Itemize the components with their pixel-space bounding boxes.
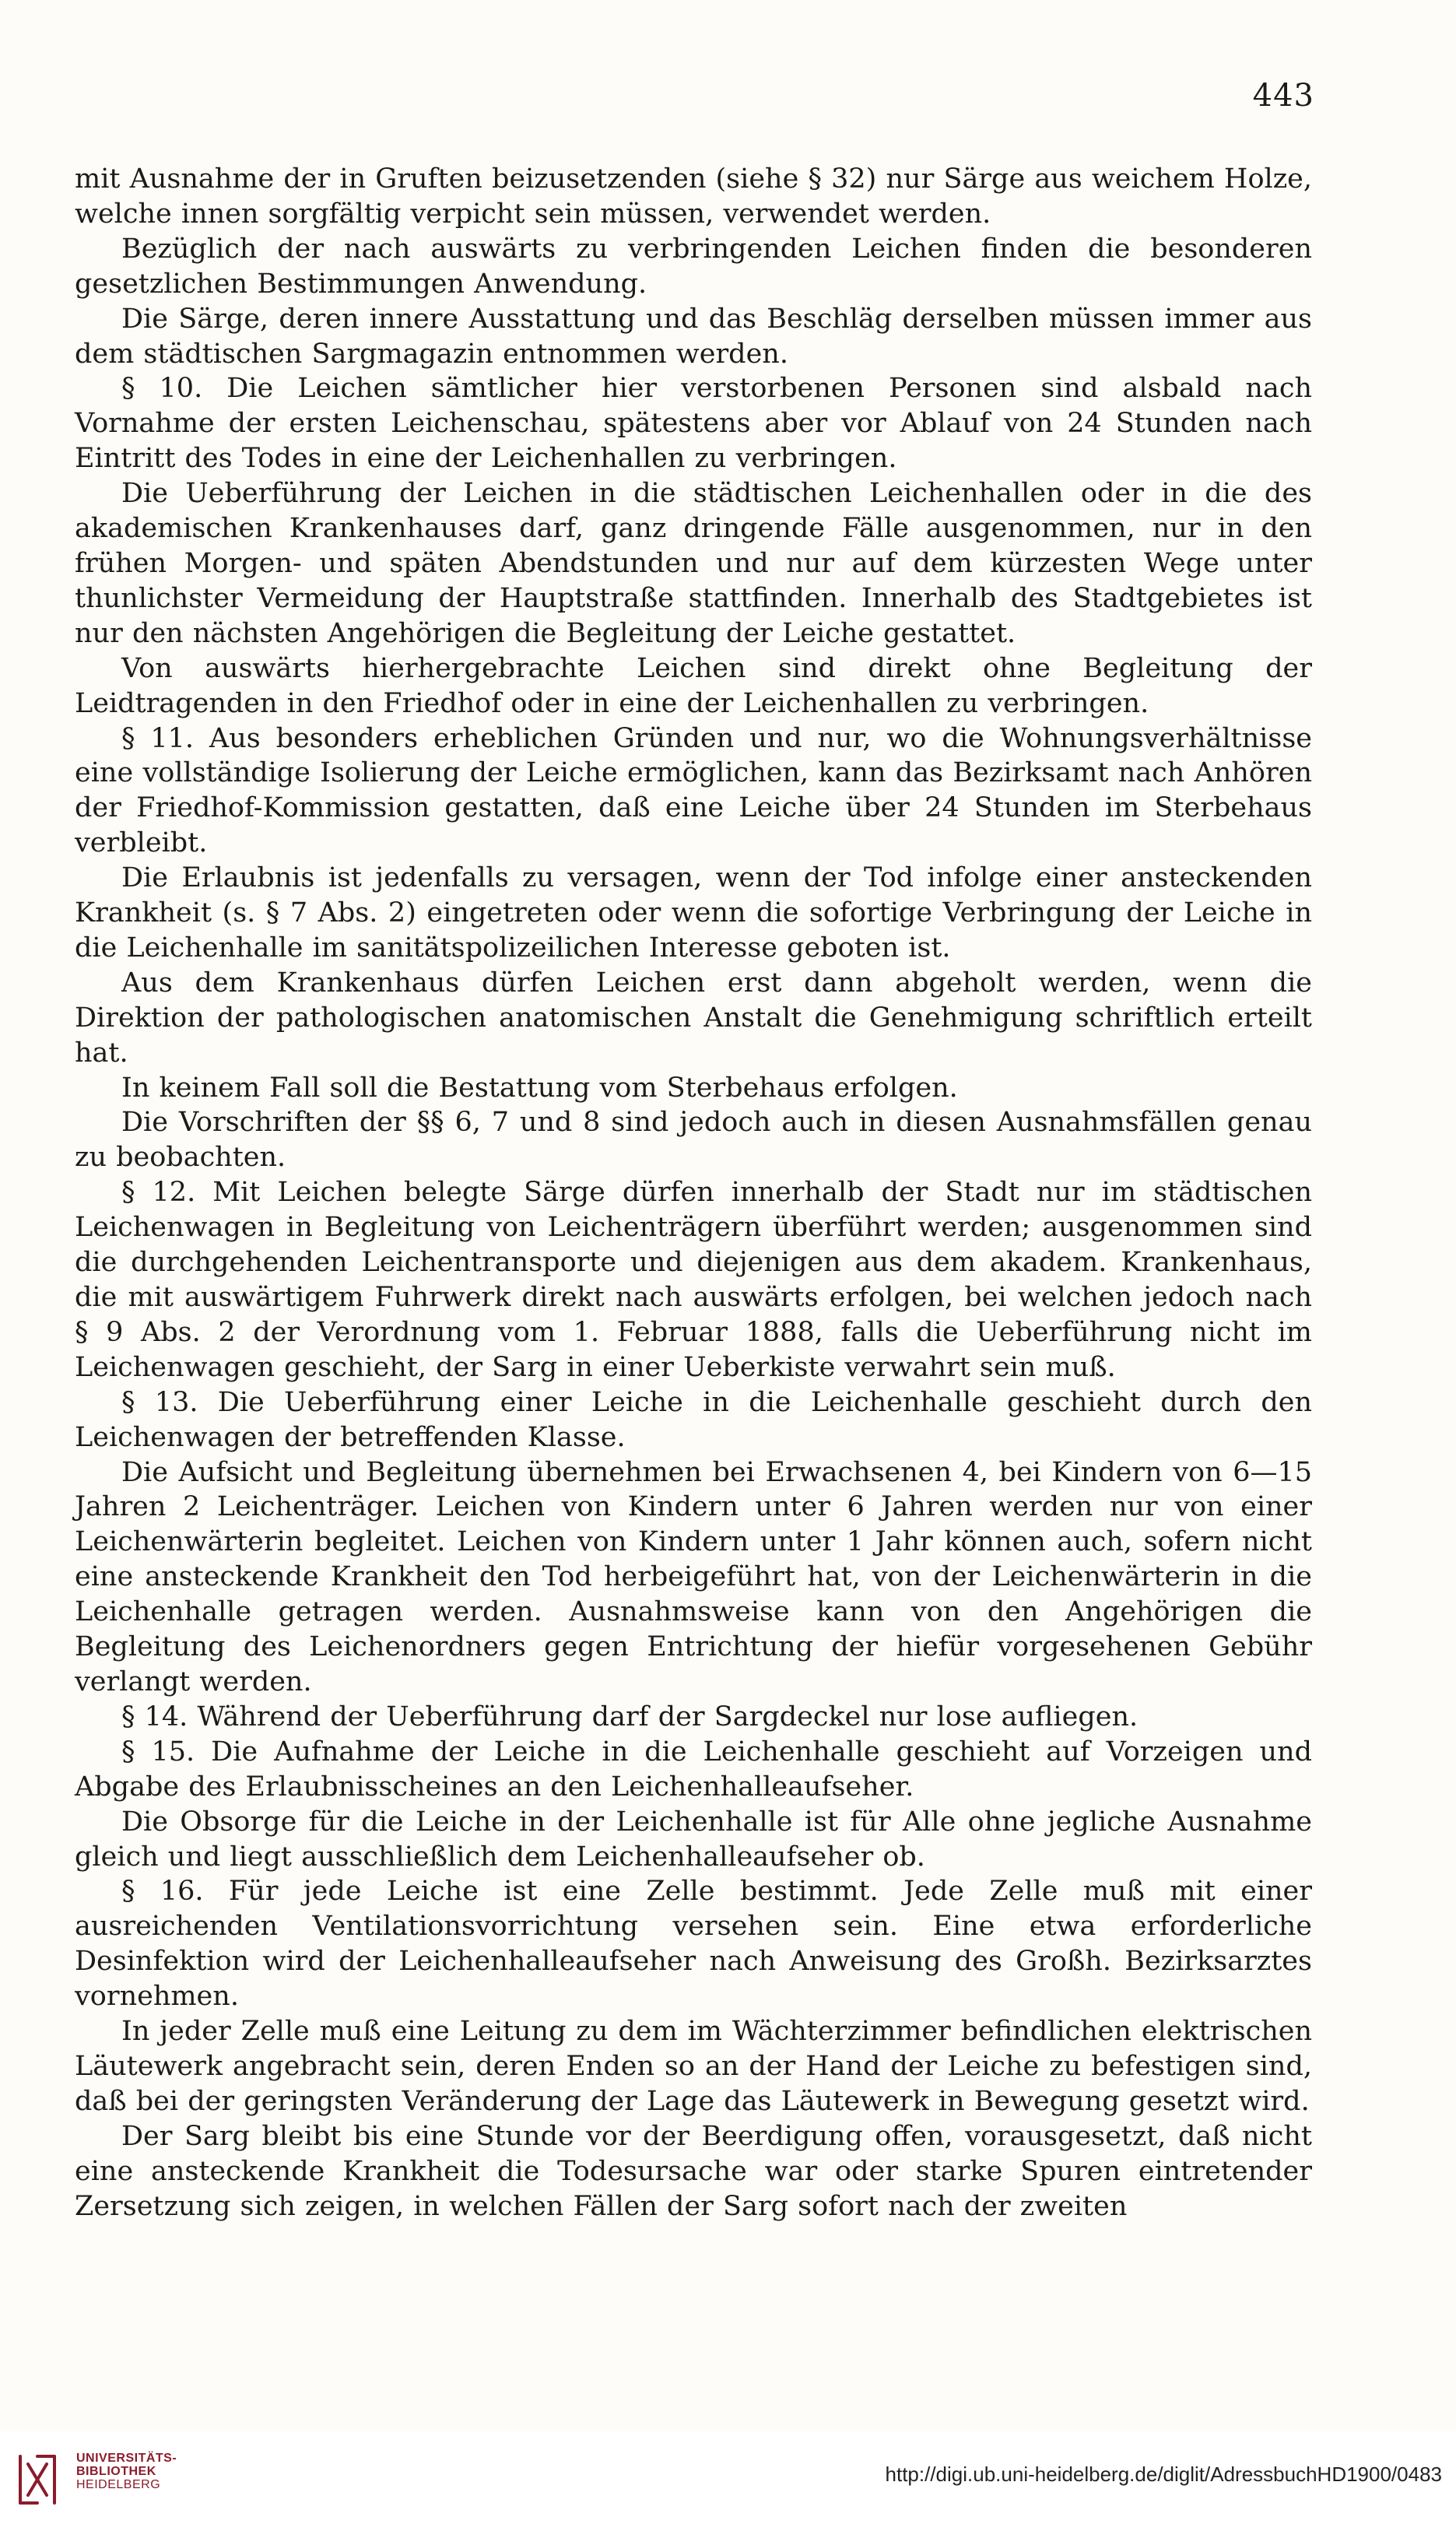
text-paragraph: § 16. Für jede Leiche ist eine Zelle bestimmt. Jede Zelle muß mit einer ausreichenden Ventilationsvorrichtung versehen sein. Eine etwa erforderliche Desinfektion wird der Leichenhalleaufseher nach Anweisung des Großh. Bezirksarztes vornehmen. xyxy=(75,1876,1312,2013)
source-url-link[interactable]: http://digi.ub.uni-heidelberg.de/diglit/AdressbuchHD1900/0483 xyxy=(885,2463,1442,2486)
library-logo[interactable] xyxy=(14,2445,201,2517)
text-paragraph: Die Obsorge für die Leiche in der Leichenhalle ist für Alle ohne jegliche Ausnahme gleich und liegt ausschließlich dem Leichenhalleaufseher ob. xyxy=(75,1806,1312,1873)
text-paragraph: Von auswärts hierhergebrachte Leichen sind direkt ohne Begleitung der Leidtragenden in den Friedhof oder in eine der Leichenhallen zu verbringen. xyxy=(75,652,1312,719)
footer-bar xyxy=(0,2431,1456,2531)
text-paragraph: In jeder Zelle muß eine Leitung zu dem im Wächterzimmer befindlichen elektrischen Läutewerk angebracht sein, deren Enden so an der Hand der Leiche zu befestigen sind, daß bei der geringsten Veränderung der Lage das Läutewerk in Bewegung gesetzt wird. xyxy=(75,2016,1312,2117)
body-text xyxy=(75,162,1312,2224)
text-paragraph: § 10. Die Leichen sämtlicher hier verstorbenen Personen sind alsbald nach Vornahme der ersten Leichenschau, spätestens aber vor Ablauf von 24 Stunden nach Eintritt des Todes in eine der Leichenhallen zu verbringen. xyxy=(75,373,1312,475)
logo-line-3: HEIDELBERG xyxy=(76,2478,161,2491)
text-paragraph: Die Särge, deren innere Ausstattung und das Beschläg derselben müssen immer aus dem städtischen Sargmagazin entnommen werden. xyxy=(75,303,1312,370)
library-logo-text xyxy=(76,2452,177,2491)
logo-line-1: UNIVERSITÄTS- xyxy=(76,2452,177,2465)
library-seal-icon xyxy=(14,2449,61,2511)
text-paragraph: § 12. Mit Leichen belegte Särge dürfen innerhalb der Stadt nur im städtischen Leichenwagen in Begleitung von Leichenträgern überführt werden; ausgenommen sind die durchgehenden Leichentransporte und diejenigen aus dem akadem. Krankenhaus, die mit auswärtigem Fuhrwerk direkt nach auswärts erfolgen, bei welchen jedoch nach § 9 Abs. 2 der Verordnung vom 1. Februar 1888, falls die Ueberführung nicht im Leichenwagen geschieht, der Sarg in einer Ueberkiste verwahrt sein muß. xyxy=(75,1177,1312,1383)
text-paragraph: Aus dem Krankenhaus dürfen Leichen erst dann abgeholt werden, wenn die Direktion der pathologischen anatomischen Anstalt die Genehmigung schriftlich erteilt hat. xyxy=(75,967,1312,1069)
text-paragraph: Bezüglich der nach auswärts zu verbringenden Leichen finden die besonderen gesetzlichen Bestimmungen Anwendung. xyxy=(75,233,1312,300)
text-paragraph: § 13. Die Ueberführung einer Leiche in die Leichenhalle geschieht durch den Leichenwagen der betreffenden Klasse. xyxy=(75,1386,1312,1453)
text-paragraph: In keinem Fall soll die Bestattung vom Sterbehaus erfolgen. xyxy=(121,1072,958,1104)
text-paragraph: Die Vorschriften der §§ 6, 7 und 8 sind jedoch auch in diesen Ausnahmsfällen genau zu beobachten. xyxy=(75,1107,1312,1174)
text-paragraph: Die Aufsicht und Begleitung übernehmen bei Erwachsenen 4, bei Kindern von 6—15 Jahren 2 Leichenträger. Leichen von Kindern unter 6 Jahren werden nur von einer Leichenwärterin begleitet. Leichen von Kindern unter 1 Jahr können auch, sofern nicht eine ansteckende Krankheit den Tod herbeigeführt hat, von der Leichenwärterin in die Leichenhalle getragen werden. Ausnahmsweise kann von den Angehörigen die Begleitung des Leichenordners gegen Entrichtung der hiefür vorgesehenen Gebühr verlangt werden. xyxy=(75,1456,1312,1697)
text-paragraph: Der Sarg bleibt bis eine Stunde vor der Beerdigung offen, vorausgesetzt, daß nicht eine ansteckende Krankheit die Todesursache war oder starke Spuren eintretender Zersetzung sich zeigen, in welchen Fällen der Sarg sofort nach der zweiten xyxy=(75,2120,1312,2222)
logo-line-2: BIBLIOTHEK xyxy=(76,2465,156,2478)
text-paragraph: Die Ueberführung der Leichen in die städtischen Leichenhallen oder in die des akademischen Krankenhauses darf, ganz dringende Fälle ausgenommen, nur in den frühen Morgen- und späten Abendstunden und nur auf dem kürzesten Wege unter thunlichster Vermeidung der Hauptstraße stattfinden. Innerhalb des Stadtgebietes ist nur den nächsten Angehörigen die Begleitung der Leiche gestattet. xyxy=(75,478,1312,649)
text-paragraph: § 15. Die Aufnahme der Leiche in die Leichenhalle geschieht auf Vorzeigen und Abgabe des Erlaubnisscheines an den Leichenhalleaufseher. xyxy=(75,1736,1312,1803)
page-number: 443 xyxy=(1252,78,1314,114)
text-paragraph: § 11. Aus besonders erheblichen Gründen und nur, wo die Wohnungsverhältnisse eine vollständige Isolierung der Leiche ermöglichen, kann das Bezirksamt nach Anhören der Friedhof-Kommission gestatten, daß eine Leiche über 24 Stunden im Sterbehaus verbleibt. xyxy=(75,722,1312,859)
text-paragraph: § 14. Während der Ueberführung darf der Sargdeckel nur lose aufliegen. xyxy=(121,1701,1138,1732)
text-paragraph: Die Erlaubnis ist jedenfalls zu versagen, wenn der Tod infolge einer ansteckenden Krankheit (s. § 7 Abs. 2) eingetreten oder wenn die sofortige Verbringung der Leiche in die Leichenhalle im sanitätspolizeilichen Interesse geboten ist. xyxy=(75,862,1312,964)
text-paragraph: mit Ausnahme der in Gruften beizusetzenden (siehe § 32) nur Särge aus weichem Holze, welche innen sorgfältig verpicht sein müssen, verwendet werden. xyxy=(75,163,1312,230)
